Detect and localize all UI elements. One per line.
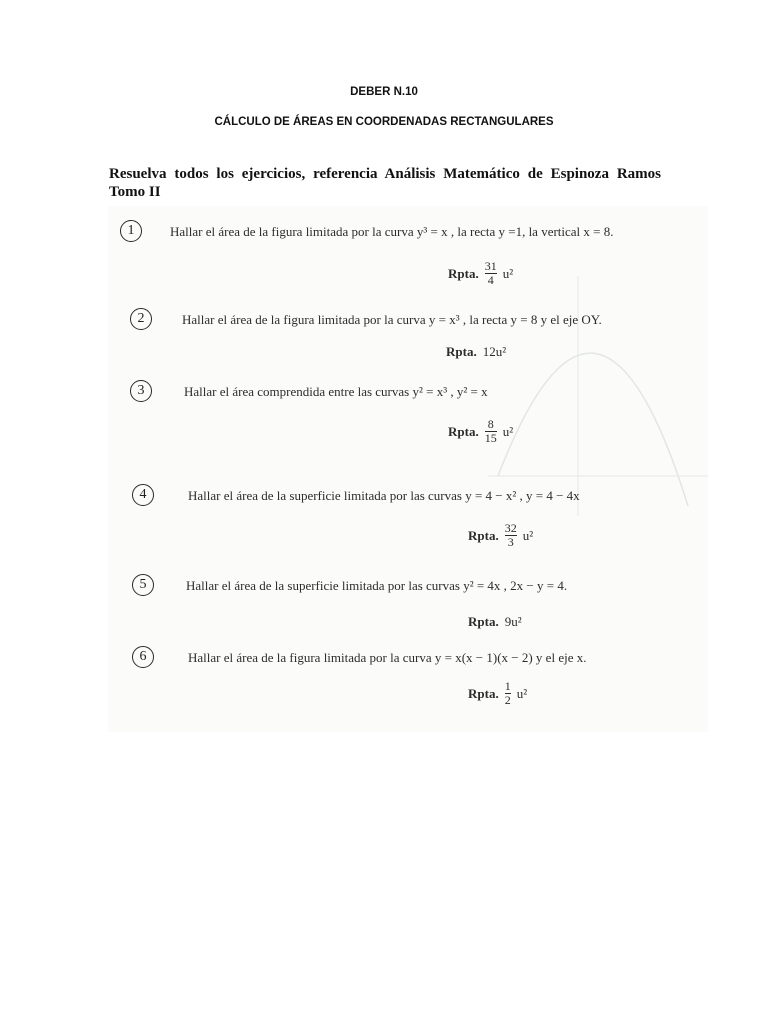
exercise-number: 2 <box>130 308 152 330</box>
exercise-number: 3 <box>130 380 152 402</box>
answer-numerator: 1 <box>504 679 511 693</box>
answer-fraction <box>505 680 511 707</box>
answer-denominator: 15 <box>484 431 497 445</box>
answer-unit: u² <box>516 685 528 701</box>
answer-numerator: 32 <box>504 521 517 535</box>
answer-value: 12u² <box>482 344 507 359</box>
answer-numerator: 31 <box>484 259 497 273</box>
answer-fraction <box>505 522 517 549</box>
exercise-statement: Hallar el área de la figura limitada por la curva y = x(x − 1)(x − 2) y el eje x. <box>188 650 587 665</box>
exercise-number: 5 <box>132 574 154 596</box>
answer-unit: u² <box>502 423 514 439</box>
exercise-answer <box>448 418 513 445</box>
answer-label: Rpta. <box>446 344 477 359</box>
answer-label: Rpta. <box>448 423 479 439</box>
exercise-answer <box>446 344 506 360</box>
exercise-statement: Hallar el área de la superficie limitada por las curvas y = 4 − x² , y = 4 − 4x <box>188 488 580 503</box>
answer-unit: u² <box>502 265 514 281</box>
answer-numerator: 8 <box>487 417 494 431</box>
answer-value: 9u² <box>504 614 522 629</box>
exercise-statement: Hallar el área de la figura limitada por la curva y = x³ , la recta y = 8 y el eje OY. <box>182 312 602 327</box>
exercise-statement: Hallar el área comprendida entre las curvas y² = x³ , y² = x <box>184 384 488 399</box>
answer-denominator: 2 <box>504 693 511 707</box>
exercise-answer <box>468 522 533 549</box>
answer-denominator: 3 <box>507 535 514 549</box>
exercise-statement: Hallar el área de la figura limitada por la curva y³ = x , la recta y =1, la vertical x = 8. <box>170 224 614 239</box>
answer-label: Rpta. <box>468 685 499 701</box>
document-title: DEBER N.10 <box>350 86 418 98</box>
document-subtitle: CÁLCULO DE ÁREAS EN COORDENADAS RECTANGULARES <box>214 116 554 128</box>
exercise-answer <box>468 680 527 707</box>
answer-fraction <box>485 418 497 445</box>
scanned-exercise-page <box>108 206 708 732</box>
answer-unit: u² <box>522 527 534 543</box>
answer-fraction <box>485 260 497 287</box>
answer-label: Rpta. <box>468 614 499 629</box>
intro-paragraph: Resuelva todos los ejercicios, referencia Análisis Matemático de Espinoza Ramos Tomo II <box>109 166 661 200</box>
exercise-answer <box>448 260 513 287</box>
answer-label: Rpta. <box>468 527 499 543</box>
answer-label: Rpta. <box>448 265 479 281</box>
exercise-number: 6 <box>132 646 154 668</box>
exercise-number: 1 <box>120 220 142 242</box>
exercise-answer <box>468 614 522 630</box>
exercise-number: 4 <box>132 484 154 506</box>
exercise-statement: Hallar el área de la superficie limitada por las curvas y² = 4x , 2x − y = 4. <box>186 578 568 593</box>
answer-denominator: 4 <box>487 273 494 287</box>
